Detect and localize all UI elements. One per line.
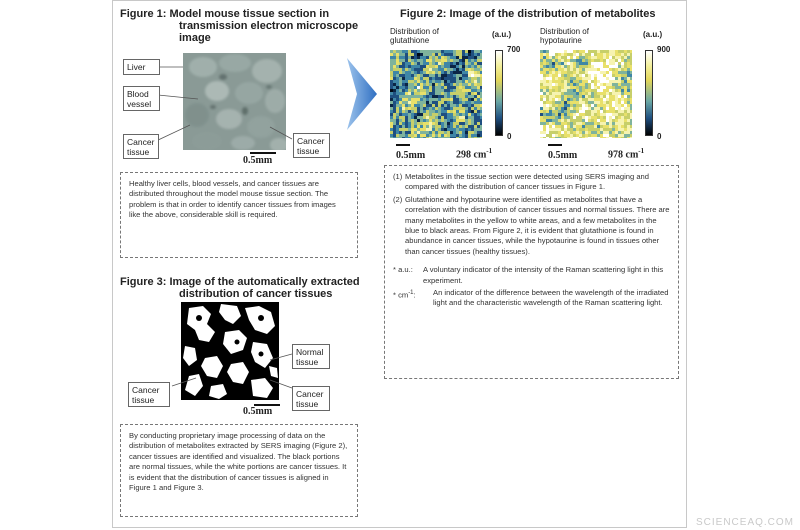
figure1-scale-bar (250, 152, 276, 154)
hypotaurine-unit: (a.u.) (643, 30, 663, 39)
hypotaurine-colorbar (645, 50, 653, 136)
figure2-note-1: (1) Metabolites in the tissue section were detected using SERS imaging and compared with the distribution of cancer tissues in Figure 1. (393, 172, 649, 192)
blood-vessel-label: Blood vessel (123, 86, 160, 111)
hypotaurine-heatmap (540, 50, 632, 138)
glutathione-unit: (a.u.) (492, 30, 512, 39)
normal-tissue-label: Normal tissue (292, 344, 330, 369)
hypotaurine-max: 900 (657, 45, 671, 54)
figure3-title: Figure 3: Image of the automatically extracted distribution of cancer tissues (120, 276, 360, 300)
flow-arrow-icon (347, 58, 377, 130)
glutathione-label: Distribution of glutathione (390, 27, 439, 45)
figure1-scale-label: 0.5mm (243, 155, 273, 166)
figure1-note: Healthy liver cells, blood vessels, and cancer tissues are distributed throughout the model mouse tissue section. The problem is that in order to identify cancer tissues from images like the above, considerable skill is required. (120, 172, 358, 258)
liver-label: Liver (123, 59, 160, 75)
hypotaurine-wavenumber: 978 $cm^{-1}$ (608, 147, 645, 161)
hypotaurine-scale-bar (548, 144, 562, 146)
glutathione-max: 700 (507, 45, 521, 54)
figure2-note-2: (2) Glutathione and hypotaurine were identified as metabolites that have a correlation with the distribution of cancer tissues and normal tissues. There are many metabolites in the yellow to white areas, and a few metabolites in the blue to black areas. From Figure 2, it is evident that glutathione is found in abundance in cancer tissues, while the hypotaurine is found in tissues other than cancer tissues (healthy tissues). (393, 194, 670, 256)
hypotaurine-label: Distribution of hypotaurine (540, 27, 589, 45)
cancer-tissue-label-left: Cancer tissue (123, 134, 159, 159)
figure3-scale-label: 0.5mm (243, 406, 273, 417)
watermark: SCIENCEAQ.COM (695, 517, 794, 528)
glutathione-wavenumber: 298 $cm^{-1}$ (456, 147, 493, 161)
hypotaurine-min: 0 (657, 132, 662, 141)
glutathione-heatmap (390, 50, 482, 138)
figure3-note: By conducting proprietary image processing of data on the distribution of metabolites extracted by SERS imaging (Figure 2), cancer tissues are identified and visualized. The black portions are normal tissues, while the white portions are cancer tissues. It is evident that the distribution of cancer tissues is aligned in Figure 1 and Figure 3. (120, 424, 358, 517)
glutathione-scale-label: 0.5mm (396, 150, 426, 161)
figure2-notes (384, 165, 679, 379)
cancer-tissue-label-right: Cancer tissue (293, 133, 330, 158)
figure1-title: Figure 1: Model mouse tissue section in transmission electron microscope image (120, 8, 359, 44)
figure2-title: Figure 2: Image of the distribution of metabolites (400, 8, 656, 20)
glutathione-colorbar (495, 50, 503, 136)
figure3-cancer-tissue-left: Cancer tissue (128, 382, 170, 407)
footnote-au: * a.u.: A voluntary indicator of the intensity of the Raman scattering light in this experiment. (393, 265, 664, 285)
footnote-cm: * $cm^{-1}$: An indicator of the difference between the wavelength of the irradiated light and the characteristic wavelength of the Raman scattering light. (393, 288, 669, 308)
hypotaurine-scale-label: 0.5mm (548, 150, 578, 161)
figure3-cancer-tissue-right: Cancer tissue (292, 386, 330, 411)
glutathione-min: 0 (507, 132, 512, 141)
glutathione-scale-bar (396, 144, 410, 146)
